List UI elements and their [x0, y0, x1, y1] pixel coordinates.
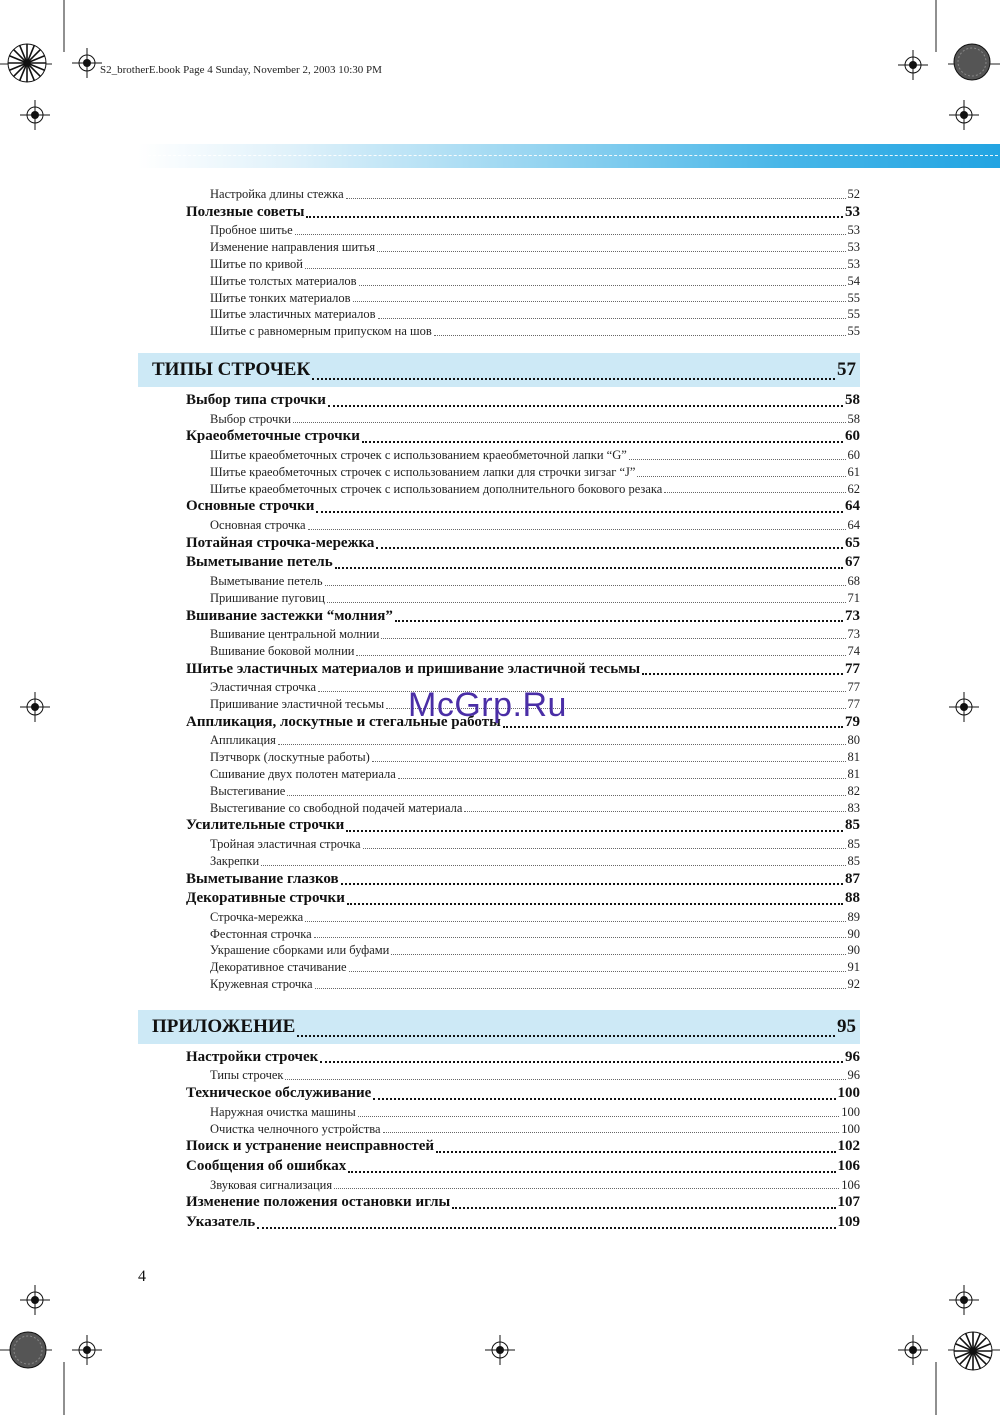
- toc-entry-page: 60: [847, 447, 860, 462]
- toc-entry-label: Аппликация, лоскутные и стегальные работы: [186, 713, 501, 730]
- dot-leader: [503, 725, 843, 728]
- toc-entry-label: Выстегивание: [210, 783, 286, 798]
- dot-leader: [287, 794, 845, 796]
- toc-subsection-entry[interactable]: [210, 411, 860, 428]
- crosshair-icon: [72, 48, 102, 78]
- toc-subsection-entry[interactable]: [210, 447, 860, 464]
- toc-entry-label: Шитье краеобметочных строчек с использованием краеобметочной лапки “G”: [210, 447, 627, 462]
- toc-entry-page: 53: [847, 256, 860, 271]
- crosshair-icon: [20, 100, 50, 130]
- toc-entry-label: Закрепки: [210, 853, 260, 868]
- dot-leader: [642, 672, 843, 675]
- toc-entry-label: Наружная очистка машины: [210, 1104, 356, 1119]
- toc-entry-label: Эластичная строчка: [210, 680, 317, 695]
- toc-entry-label: Пришивание пуговиц: [210, 590, 325, 605]
- header-band-dashes: [148, 155, 998, 156]
- toc-entry-page: 85: [847, 853, 860, 868]
- toc-subsection-entry[interactable]: [210, 573, 860, 590]
- toc-entry-label: Основные строчки: [186, 498, 315, 515]
- toc-entry-page: 71: [847, 590, 860, 605]
- toc-entry-label: Потайная строчка-мережка: [186, 534, 375, 551]
- toc-subsection-entry[interactable]: [210, 959, 860, 976]
- toc-entry-label: Строчка-мережка: [210, 909, 304, 924]
- dot-leader: [257, 1226, 835, 1229]
- toc-entry-label: Выметывание петель: [210, 573, 323, 588]
- dot-leader: [391, 953, 845, 955]
- toc-subsection-entry[interactable]: [210, 643, 860, 660]
- toc-entry-label: Шитье толстых материалов: [210, 273, 357, 288]
- toc-entry-label: Шитье краеобметочных строчек с использованием лапки для строчки зигзаг “J”: [210, 464, 636, 479]
- toc-entry-page: 61: [847, 464, 860, 479]
- toc-subsection-entry[interactable]: [210, 306, 860, 323]
- toc-entry-page: 88: [845, 890, 860, 907]
- toc-section-entry[interactable]: [186, 1193, 860, 1213]
- toc-entry-page: 85: [845, 817, 860, 834]
- dot-leader: [316, 510, 843, 513]
- toc-entry-page: 106: [841, 1177, 860, 1192]
- dot-leader: [436, 1150, 836, 1153]
- toc-section-entry[interactable]: [186, 553, 860, 573]
- toc-subsection-entry[interactable]: [210, 273, 860, 290]
- toc-subsection-entry[interactable]: [210, 517, 860, 534]
- dot-leader: [297, 1034, 835, 1037]
- toc-subsection-entry[interactable]: [210, 942, 860, 959]
- toc-entry-page: 96: [845, 1048, 860, 1065]
- crosshair-icon: [949, 692, 979, 722]
- toc-entry-label: Тройная эластичная строчка: [210, 837, 361, 852]
- toc-entry-page: 52: [847, 187, 860, 201]
- dot-leader: [376, 546, 843, 549]
- toc-top-group: [138, 186, 860, 340]
- toc-entry-page: 85: [847, 837, 860, 852]
- toc-entry-page: 109: [837, 1213, 860, 1230]
- crosshair-icon: [949, 100, 979, 130]
- toc-entry-page: 53: [847, 240, 860, 255]
- chapter-title: ТИПЫ СТРОЧЕК: [152, 358, 311, 380]
- toc-entry-label: Кружевная строчка: [210, 977, 313, 992]
- toc-entry-page: 73: [847, 627, 860, 642]
- dot-leader: [341, 882, 843, 885]
- dot-leader: [335, 566, 843, 569]
- dot-leader: [373, 1097, 835, 1100]
- toc-section-entry[interactable]: [186, 660, 860, 680]
- dot-leader: [378, 317, 846, 319]
- toc-entry-page: 81: [847, 767, 860, 782]
- toc-entry-page: 96: [847, 1068, 860, 1083]
- toc-chapter-stitch-types[interactable]: [138, 353, 860, 387]
- toc-section-entry[interactable]: [186, 1048, 860, 1068]
- toc-entry-page: 89: [847, 909, 860, 924]
- toc-subsection-entry[interactable]: [210, 926, 860, 943]
- header-band: [138, 144, 1000, 168]
- toc-section-entry[interactable]: [186, 497, 860, 517]
- toc-entry-page: 91: [847, 960, 860, 975]
- dot-leader: [278, 743, 846, 745]
- starburst-target-icon: [952, 1330, 994, 1372]
- toc-subsection-entry[interactable]: [210, 836, 860, 853]
- toc-entry-label: Декоративные строчки: [186, 890, 345, 907]
- toc-entry-label: Пробное шитье: [210, 223, 293, 238]
- dot-leader: [347, 902, 843, 905]
- crosshair-icon: [898, 1335, 928, 1365]
- toc-subsection-entry[interactable]: [210, 1121, 860, 1138]
- toc-entry-page: 73: [845, 607, 860, 624]
- dot-leader: [398, 777, 846, 779]
- toc-entry-page: 77: [845, 660, 860, 677]
- dot-leader: [637, 475, 845, 477]
- toc-entry-page: 79: [845, 713, 860, 730]
- toc-entry-page: 100: [837, 1085, 860, 1102]
- toc-entry-page: 55: [847, 307, 860, 322]
- crosshair-icon: [898, 50, 928, 80]
- dot-leader: [334, 1187, 839, 1189]
- gray-target-icon: [8, 1330, 48, 1370]
- toc-section-entry[interactable]: [186, 889, 860, 909]
- toc-entry-label: Изменение направления шитья: [210, 240, 376, 255]
- toc-entry-label: Очистка челночного устройства: [210, 1121, 381, 1136]
- toc-chapter2-group: [138, 1048, 860, 1233]
- toc-subsection-entry[interactable]: [210, 909, 860, 926]
- toc-entry-page: 74: [847, 643, 860, 658]
- dot-leader: [359, 284, 846, 286]
- toc-section-entry[interactable]: [186, 427, 860, 447]
- toc-entry-label: Изменение положения остановки иглы: [186, 1194, 451, 1211]
- toc-entry-label: Украшение сборками или буфами: [210, 943, 390, 958]
- toc-entry-label: Выбор строчки: [210, 411, 292, 426]
- dot-leader: [434, 334, 846, 336]
- dot-leader: [381, 637, 845, 639]
- toc-entry-page: 60: [845, 428, 860, 445]
- dot-leader: [314, 936, 846, 938]
- toc-entry-page: 90: [847, 926, 860, 941]
- toc-entry-page: 77: [847, 680, 860, 695]
- toc-section-entry[interactable]: [186, 1157, 860, 1177]
- dot-leader: [664, 491, 845, 493]
- toc-subsection-entry[interactable]: [210, 783, 860, 800]
- dot-leader: [348, 1170, 835, 1173]
- toc-entry-label: Пэтчворк (лоскутные работы): [210, 750, 370, 765]
- dot-leader: [353, 300, 846, 302]
- toc-subsection-entry[interactable]: [210, 256, 860, 273]
- toc-subsection-entry[interactable]: [210, 1104, 860, 1121]
- toc-entry-page: 58: [847, 411, 860, 426]
- dot-leader: [356, 654, 845, 656]
- chapter-title: ПРИЛОЖЕНИЕ: [152, 1015, 296, 1037]
- toc-entry-label: Настройки строчек: [186, 1048, 319, 1065]
- toc-subsection-entry[interactable]: [210, 481, 860, 498]
- crosshair-icon: [949, 1285, 979, 1315]
- crosshair-icon: [72, 1335, 102, 1365]
- toc-entry-page: 54: [847, 273, 860, 288]
- dot-leader: [349, 970, 846, 972]
- toc-entry-label: Сшивание двух полотен материала: [210, 767, 396, 782]
- dot-leader: [346, 197, 846, 199]
- dot-leader: [464, 810, 845, 812]
- toc-entry-label: Полезные советы: [186, 203, 305, 220]
- toc-entry-label: Типы строчек: [210, 1068, 284, 1083]
- toc-entry-label: Техническое обслуживание: [186, 1085, 372, 1102]
- toc-subsection-entry[interactable]: [210, 626, 860, 643]
- toc-subsection-entry[interactable]: [210, 800, 860, 817]
- dot-leader: [452, 1206, 835, 1209]
- dot-leader: [295, 233, 846, 235]
- toc-section-entry[interactable]: [186, 391, 860, 411]
- toc-entry-page: 55: [847, 324, 860, 339]
- toc-entry-label: Вшивание боковой молнии: [210, 643, 355, 658]
- toc-subsection-entry[interactable]: [210, 749, 860, 766]
- dot-leader: [328, 404, 843, 407]
- dot-leader: [372, 760, 846, 762]
- dot-leader: [305, 920, 845, 922]
- toc-entry-label: Вшивание центральной молнии: [210, 627, 380, 642]
- toc-subsection-entry[interactable]: [210, 853, 860, 870]
- toc-subsection-entry[interactable]: [210, 732, 860, 749]
- dot-leader: [261, 864, 845, 866]
- toc-subsection-entry[interactable]: [210, 1067, 860, 1084]
- toc-entry-page: 65: [845, 534, 860, 551]
- toc-entry-page: 62: [847, 481, 860, 496]
- toc-section-entry[interactable]: [186, 607, 860, 627]
- toc-entry-page: 87: [845, 870, 860, 887]
- dot-leader: [327, 601, 846, 603]
- toc-section-entry[interactable]: [186, 1137, 860, 1157]
- dot-leader: [629, 458, 846, 460]
- chapter-page: 95: [837, 1015, 856, 1037]
- toc-entry-label: Выбор типа строчки: [186, 391, 326, 408]
- dot-leader: [395, 619, 843, 622]
- toc-entry-page: 53: [845, 203, 860, 220]
- dot-leader: [325, 584, 846, 586]
- toc-entry-label: Фестонная строчка: [210, 926, 312, 941]
- toc-chapter-appendix[interactable]: [138, 1010, 860, 1044]
- dot-leader: [308, 528, 846, 530]
- toc-section-entry[interactable]: [186, 870, 860, 890]
- starburst-target-icon: [6, 42, 48, 84]
- toc-entry-label: Шитье с равномерным припуском на шов: [210, 324, 432, 339]
- dot-leader: [363, 847, 846, 849]
- toc-entry-label: Поиск и устранение неисправностей: [186, 1138, 434, 1155]
- toc-entry-page: 90: [847, 943, 860, 958]
- chapter-page: 57: [837, 358, 856, 380]
- toc-entry-page: 77: [847, 697, 860, 712]
- print-header: S2_brotherE.book Page 4 Sunday, November 2, 2003 10:30 PM: [100, 64, 382, 76]
- dot-leader: [312, 377, 835, 380]
- watermark: McGrp.Ru: [408, 686, 567, 724]
- dot-leader: [383, 1131, 840, 1133]
- toc-entry-label: Указатель: [186, 1213, 256, 1230]
- toc-entry-page: 53: [847, 223, 860, 238]
- toc-subsection-entry[interactable]: [210, 766, 860, 783]
- toc-section-entry[interactable]: [186, 534, 860, 554]
- toc-entry-label: Выстегивание со свободной подачей материала: [210, 800, 463, 815]
- toc-entry-label: Звуковая сигнализация: [210, 1177, 333, 1192]
- crosshair-icon: [485, 1335, 515, 1365]
- dot-leader: [320, 1060, 843, 1063]
- toc-section-entry[interactable]: [186, 816, 860, 836]
- toc-entry-label: Шитье эластичных материалов и пришивание эластичной тесьмы: [186, 660, 641, 677]
- dot-leader: [306, 215, 843, 218]
- toc-entry-label: Шитье краеобметочных строчек с использованием дополнительного бокового резака: [210, 481, 663, 496]
- dot-leader: [315, 987, 846, 989]
- toc-entry-page: 64: [845, 498, 860, 515]
- toc-entry-page: 67: [845, 554, 860, 571]
- toc-entry-label: Шитье тонких материалов: [210, 290, 351, 305]
- gray-target-icon: [952, 42, 992, 82]
- toc-entry-label: Усилительные строчки: [186, 817, 345, 834]
- dot-leader: [362, 440, 843, 443]
- toc-entry-page: 80: [847, 733, 860, 748]
- toc-entry-page: 82: [847, 783, 860, 798]
- toc-entry-label: Шитье эластичных материалов: [210, 307, 376, 322]
- toc-entry-label: Основная строчка: [210, 517, 306, 532]
- toc-subsection-entry[interactable]: [210, 976, 860, 993]
- toc-subsection-entry[interactable]: [210, 323, 860, 340]
- toc-entry-label: Вшивание застежки “молния”: [186, 607, 393, 624]
- toc-section-entry[interactable]: [186, 1213, 860, 1233]
- toc-entry-page: 83: [847, 800, 860, 815]
- toc-entry-page: 102: [837, 1138, 860, 1155]
- toc-subsection-entry[interactable]: [210, 590, 860, 607]
- toc-section-entry[interactable]: [186, 1084, 860, 1104]
- dot-leader: [318, 690, 845, 692]
- toc-entry-label: Шитье по кривой: [210, 256, 303, 271]
- toc-entry-label: Декоративное стачивание: [210, 960, 347, 975]
- toc-entry-page: 107: [837, 1194, 860, 1211]
- dot-leader: [285, 1078, 845, 1080]
- toc-subsection-entry[interactable]: [210, 464, 860, 481]
- dot-leader: [346, 829, 843, 832]
- dot-leader: [293, 421, 845, 423]
- crosshair-icon: [20, 692, 50, 722]
- crosshair-icon: [20, 1285, 50, 1315]
- toc-subsection-entry[interactable]: [210, 222, 860, 239]
- page-number: 4: [138, 1268, 146, 1285]
- toc-entry-page: 55: [847, 290, 860, 305]
- toc-entry-page: 100: [841, 1104, 860, 1119]
- toc-subsection-entry[interactable]: [210, 1177, 860, 1194]
- toc-entry-page: 92: [847, 977, 860, 992]
- toc-entry-page: 106: [837, 1158, 860, 1174]
- toc-entry-label: Сообщения об ошибках: [186, 1158, 347, 1174]
- dot-leader: [358, 1115, 840, 1117]
- toc-entry-label: Аппликация: [210, 733, 276, 748]
- toc-subsection-entry[interactable]: [210, 186, 860, 203]
- toc-subsection-entry[interactable]: [210, 290, 860, 307]
- toc-subsection-entry[interactable]: [210, 239, 860, 256]
- toc-section-entry[interactable]: [186, 203, 860, 223]
- toc-entry-label: Выметывание петель: [186, 554, 333, 571]
- toc-entry-page: 58: [845, 391, 860, 408]
- toc-entry-label: Пришивание эластичной тесьмы: [210, 697, 385, 712]
- toc-entry-label: Краеобметочные строчки: [186, 428, 360, 445]
- toc-entry-page: 64: [847, 517, 860, 532]
- toc-entry-page: 100: [841, 1121, 860, 1136]
- toc-entry-page: 68: [847, 573, 860, 588]
- dot-leader: [377, 250, 845, 252]
- toc-entry-label: Выметывание глазков: [186, 870, 339, 887]
- toc-entry-page: 81: [847, 750, 860, 765]
- toc-entry-label: Настройка длины стежка: [210, 187, 344, 201]
- dot-leader: [305, 267, 846, 269]
